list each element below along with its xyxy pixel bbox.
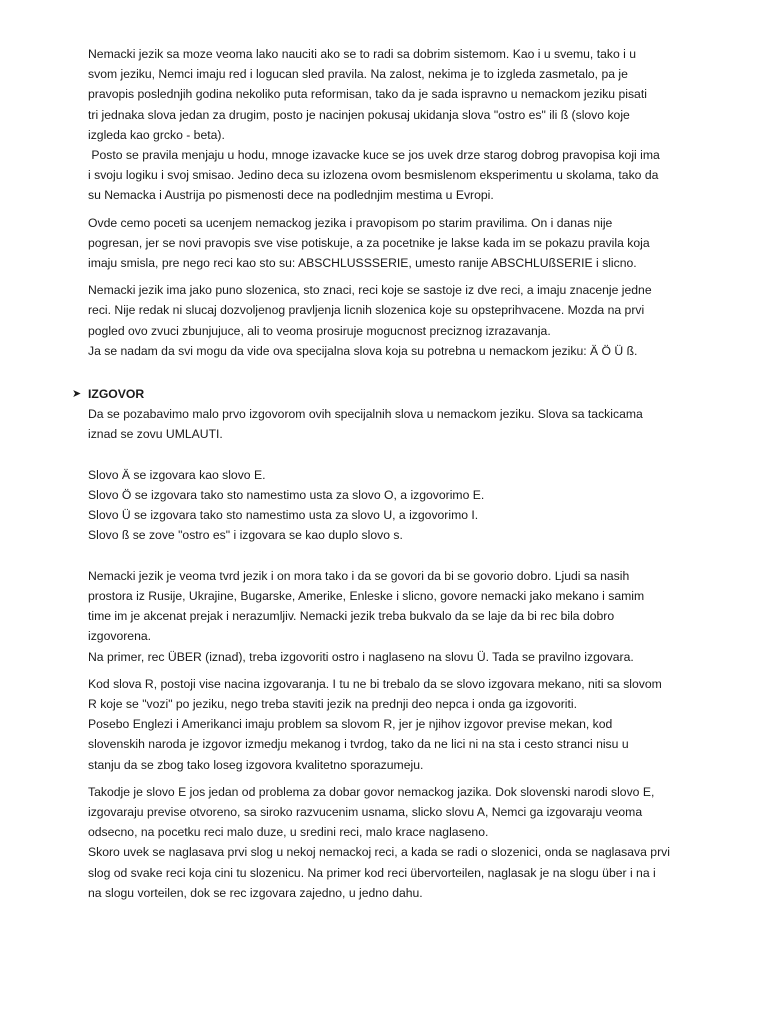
text-line: Nemacki jezik sa moze veoma lako nauciti ako se to radi sa dobrim sistemom. Kao i u svemu, tako i u (88, 47, 636, 61)
document-page (72, 44, 688, 910)
text-line: reci. Nije redak ni slucaj dozvoljenog pravljenja licnih slozenica koje su opsteprihvacene. Mozda na prvi (88, 303, 645, 318)
text-line: Posebo Englezi i Amerikanci imaju problem sa slovom R, jer je njihov izgovor previse mekan, kod (88, 717, 613, 732)
text-line: pogled ovo zvuci zbunjujuce, ali to veoma prosiruje mogucnost preciznog izrazavanja. (88, 323, 551, 338)
text-line: pogresan, jer se novi pravopis sve vise potiskuje, a za pocetnike je lakse kada im se pokazu pravila koja (88, 235, 650, 250)
text-line: izgovorena. (88, 629, 152, 644)
text-line: tri jednaka slova jedan za drugim, posto je nacinjen pokusaj ukidanja slova "ostro es" ili ß (slovo koje (88, 107, 630, 122)
text-line: pravopis poslednjih godina nekoliko puta reformisan, tako da je sada ispravno u nemackom jeziku pisati (88, 87, 647, 102)
text-line: slovenskih naroda je izgovor izmedju mekanog i tvrdog, tako da ne lici ni na sta i cesto stranci nisu u (88, 737, 629, 752)
letter-line: Slovo Ü se izgovara tako sto namestimo usta za slovo U, a izgovorimo I. (88, 508, 479, 523)
text-line: Ja se nadam da svi mogu da vide ova specijalna slova koja su potrebna u nemackom jeziku: Ä Ö Ü ß. (88, 343, 638, 358)
paragraph-hard-language (88, 566, 688, 667)
text-line: Na primer, rec ÜBER (iznad), treba izgovoriti ostro i naglaseno na slovu Ü. Tada se pravilno izgovara. (88, 649, 634, 664)
text-line: Nemacki jezik je veoma tvrd jezik i on mora tako i da se govori da bi se govorio dobro. Ljudi sa nasih (88, 568, 630, 583)
paragraph-intro (88, 44, 688, 206)
text-line: su Nemacka i Austrija po pismenosti dece na podlednjim mestima u Evropi. (88, 188, 494, 203)
text-line: Da se pozabavimo malo prvo izgovorom ovih specijalnih slova u nemackom jeziku. Slova sa tackicama (88, 407, 643, 422)
section-heading-row (72, 384, 688, 404)
blank-line (88, 445, 688, 465)
text-line: Takodje je slovo E jos jedan od problema za dobar govor nemackog jazika. Dok slovenski narodi slovo E, (88, 784, 655, 799)
text-line: prostora iz Rusije, Ukrajine, Bugarske, Amerike, Enleske i slicno, govore nemacki jako mekano i samim (88, 589, 645, 604)
text-line: R koje se "vozi" po jeziku, nego treba staviti jezik na prednji deo nepca i onda ga izgovoriti. (88, 697, 577, 712)
section-gap (88, 368, 688, 384)
text-line: izgovaraju previse otvoreno, sa siroko razvucenim usnama, slicko slovu A, Nemci ga izgovaraju veoma (88, 805, 643, 820)
text-line: Skoro uvek se naglasava prvi slog u nekoj nemackoj reci, a kada se radi o slozenici, onda se naglasava prvi (88, 845, 670, 860)
paragraph-umlaut-intro (88, 404, 688, 444)
text-line: Nemacki jezik ima jako puno slozenica, sto znaci, reci koje se sastoje iz dve reci, a imaju znacenje jedne (88, 283, 652, 298)
text-line: Ovde cemo poceti sa ucenjem nemackog jezika i pravopisom po starim pravilima. On i danas nije (88, 215, 613, 230)
letter-line: Slovo ß se zove "ostro es" i izgovara se kao duplo slovo s. (88, 528, 403, 543)
paragraph-compounds (88, 280, 688, 361)
text-line: Kod slova R, postoji vise nacina izgovaranja. I tu ne bi trebalo da se slovo izgovara mekano, niti sa slovom (88, 676, 662, 691)
text-line: time im je akcenat prejak i nerazumljiv. Nemacki jezik treba bukvalo da se laje da bi rec bila dobro (88, 609, 615, 624)
text-line: Posto se pravila menjaju u hodu, mnoge izavacke kuce se jos uvek drze starog dobrog pravopisa koji ima (88, 148, 660, 163)
blank-line (88, 546, 688, 566)
section-heading: IZGOVOR (88, 387, 145, 402)
text-line: odsecno, na pocetku reci malo duze, u sredini reci, malo krace naglaseno. (88, 825, 489, 840)
letter-line: Slovo Ä se izgovara kao slovo E. (88, 467, 266, 482)
paragraph-old-orthography (88, 213, 688, 274)
text-line: imaju smisla, pre nego reci kao sto su: ABSCHLUSSSERIE, umesto ranije ABSCHLUßSERIE i slicno. (88, 256, 637, 271)
letter-line: Slovo Ö se izgovara tako sto namestimo usta za slovo O, a izgovorimo E. (88, 488, 485, 503)
arrow-bullet-icon: ➤ (72, 388, 82, 401)
text-line: svom jeziku, Nemci imaju red i logucan sled pravila. Na zalost, nekima je to izgleda zasmetalo, pa je (88, 67, 628, 82)
paragraph-letter-r (88, 674, 688, 775)
text-line: i svoju logiku i svoj smisao. Jedino deca su izlozena ovom besmislenom eksperimentu u skolama, tako da (88, 168, 659, 183)
paragraph-letter-e (88, 782, 688, 903)
text-line: iznad se zovu UMLAUTI. (88, 427, 223, 442)
text-line: stanju da se zbog tako loseg izgovora kvalitetno sporazumeju. (88, 757, 424, 772)
text-line: izgleda kao grcko - beta). (88, 127, 225, 142)
text-line: slog od svake reci koja cini tu slozenicu. Na primer kod reci übervorteilen, naglasak je na slogu über i na i (88, 865, 656, 880)
letter-list (88, 465, 688, 546)
text-line: na slogu vorteilen, dok se rec izgovara zajedno, u jedno dahu. (88, 885, 423, 900)
